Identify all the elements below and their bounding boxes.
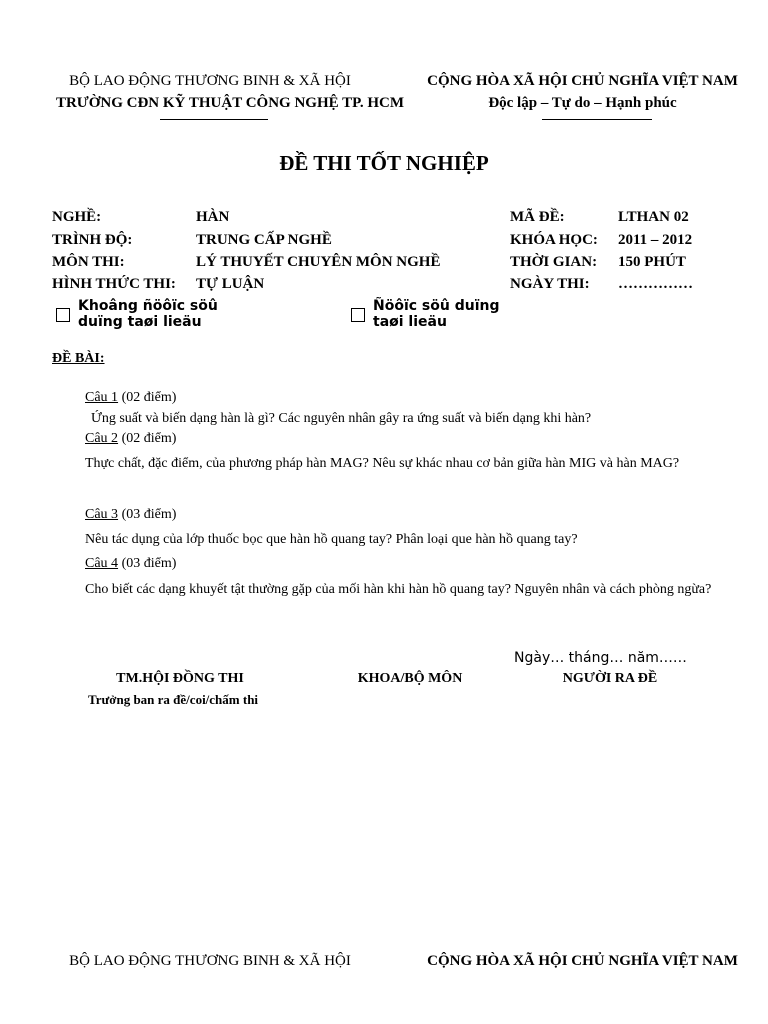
no-materials-checkbox[interactable]: [56, 308, 70, 322]
info-value-thoi-gian: 150 PHÚT: [618, 254, 686, 270]
info-value-ngay-thi: ……………: [618, 276, 693, 292]
footer-republic-name: CỘNG HÒA XÃ HỘI CHỦ NGHĨA VIỆT NAM: [427, 953, 738, 969]
info-value-mon-thi: LÝ THUYẾT CHUYÊN MÔN NGHỀ: [196, 254, 441, 270]
no-materials-label: Khoâng ñöôïc söû duïng taøi lieäu: [78, 298, 218, 330]
header-left-rule: [160, 119, 268, 120]
ministry-name: BỘ LAO ĐỘNG THƯƠNG BINH & XÃ HỘI: [69, 73, 351, 89]
question-4-header: Câu 4 (03 điểm): [85, 556, 177, 571]
header-right-rule: [542, 119, 652, 120]
signature-council: TM.HỘI ĐỒNG THI: [116, 671, 244, 686]
page-title: ĐỀ THI TỐT NGHIỆP: [279, 151, 489, 175]
question-4-text: Cho biết các dạng khuyết tật thường gặp của mối hàn khi hàn hồ quang tay? Nguyên nhân và cách phòng ngừa?: [85, 582, 712, 597]
school-name: TRƯỜNG CĐN KỸ THUẬT CÔNG NGHỆ TP. HCM: [55, 95, 405, 111]
question-1-text: Ứng suất và biến dạng hàn là gì? Các nguyên nhân gây ra ứng suất và biến dạng khi hàn?: [91, 411, 592, 426]
national-motto: Độc lập – Tự do – Hạnh phúc: [488, 95, 677, 111]
info-value-nghe: HÀN: [196, 209, 230, 225]
section-heading: ĐỀ BÀI:: [52, 351, 105, 366]
date-line: Ngày… tháng… năm……: [514, 650, 687, 666]
info-value-trinh-do: TRUNG CẤP NGHỀ: [196, 232, 332, 248]
footer-ministry-name: BỘ LAO ĐỘNG THƯƠNG BINH & XÃ HỘI: [69, 953, 351, 969]
question-2-header: Câu 2 (02 điểm): [85, 431, 177, 446]
materials-allowed-checkbox[interactable]: [351, 308, 365, 322]
info-label-nghe: NGHỀ:: [52, 209, 102, 225]
materials-allowed-label: Ñöôïc söû duïng taøi lieäu: [373, 298, 500, 330]
info-label-thoi-gian: THỜI GIAN:: [510, 254, 598, 270]
info-label-mon-thi: MÔN THI:: [52, 254, 125, 270]
signature-department: KHOA/BỘ MÔN: [357, 671, 463, 686]
info-label-ma-de: MÃ ĐỀ:: [510, 209, 565, 225]
info-value-khoa-hoc: 2011 – 2012: [618, 232, 693, 248]
info-label-hinh-thuc: HÌNH THỨC THI:: [52, 276, 176, 292]
signature-author: NGƯỜI RA ĐỀ: [562, 671, 658, 686]
question-2-text: Thực chất, đặc điểm, của phương pháp hàn MAG? Nêu sự khác nhau cơ bản giữa hàn MIG và hàn MAG?: [85, 456, 680, 471]
question-3-header: Câu 3 (03 điểm): [85, 507, 177, 522]
signature-council-sub: Trưởng ban ra đề/coi/chấm thi: [88, 692, 259, 707]
info-label-khoa-hoc: KHÓA HỌC:: [510, 232, 598, 248]
question-1-header: Câu 1 (02 điểm): [85, 390, 177, 405]
info-label-ngay-thi: NGÀY THI:: [510, 276, 590, 292]
question-3-text: Nêu tác dụng của lớp thuốc bọc que hàn hồ quang tay? Phân loại que hàn hồ quang tay?: [85, 532, 578, 547]
info-value-hinh-thuc: TỰ LUẬN: [196, 276, 265, 292]
info-label-trinh-do: TRÌNH ĐỘ:: [52, 232, 133, 248]
info-value-ma-de: LTHAN 02: [618, 209, 689, 225]
republic-name: CỘNG HÒA XÃ HỘI CHỦ NGHĨA VIỆT NAM: [427, 73, 738, 89]
